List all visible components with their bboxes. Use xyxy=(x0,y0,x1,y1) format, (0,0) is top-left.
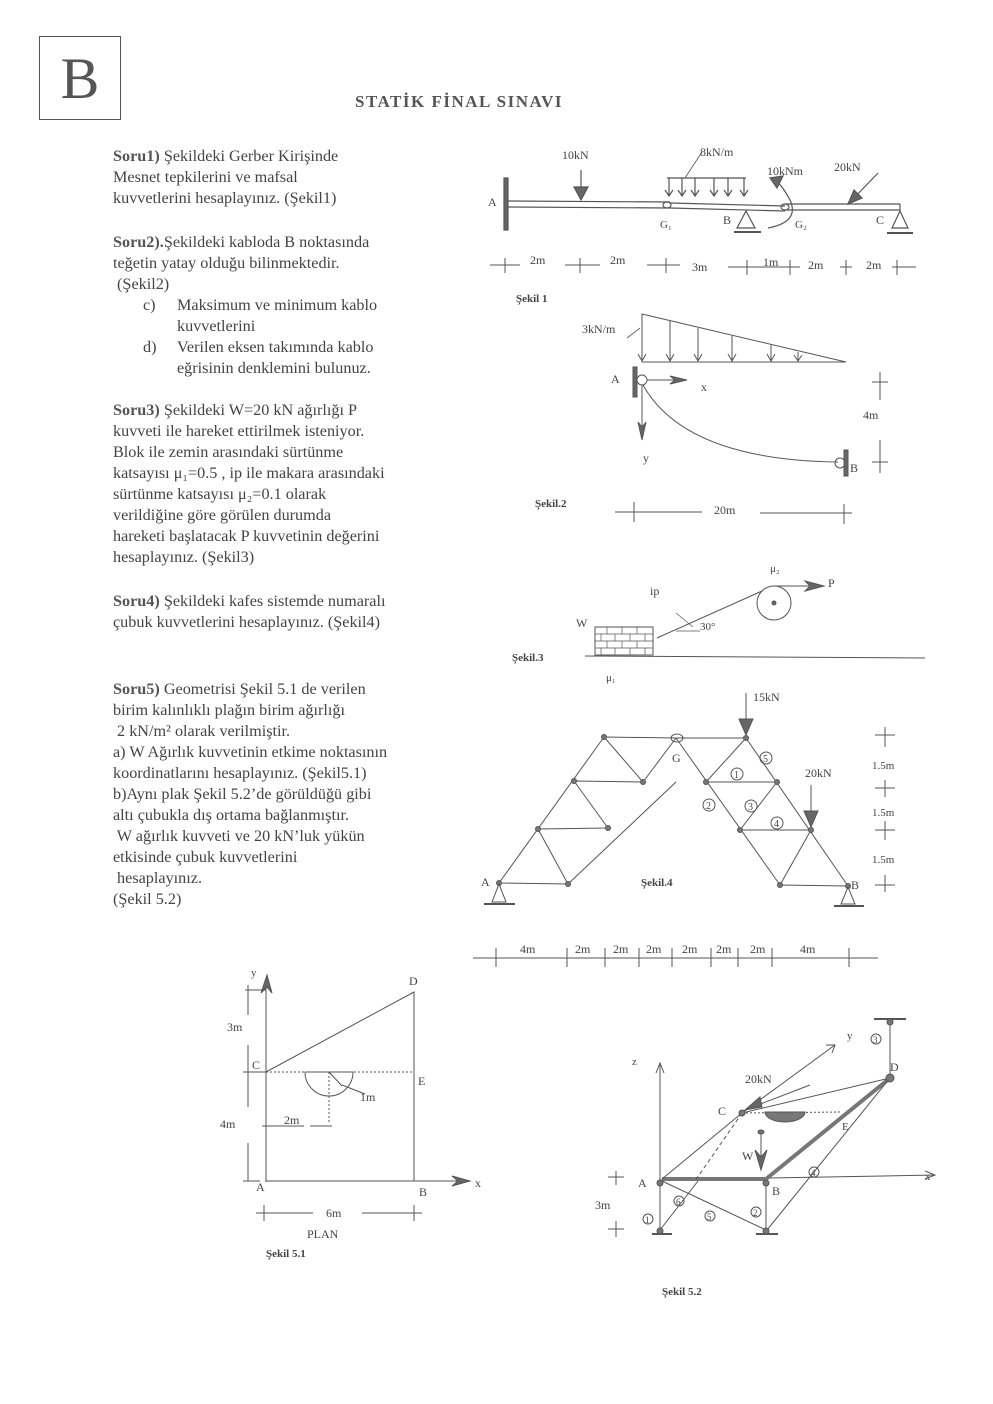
hdim-label: 2m xyxy=(646,942,662,956)
vdim-label: 1.5m xyxy=(872,807,895,819)
figure-stroke xyxy=(886,1074,894,1082)
question-2-line: (Şekil2) xyxy=(113,275,170,293)
edge-ac xyxy=(662,1113,742,1179)
label-w: W xyxy=(576,616,588,630)
exam-group-box: B xyxy=(39,36,121,120)
axis-label-y: y xyxy=(251,967,257,979)
block-bricks xyxy=(595,627,653,655)
hinge-g1 xyxy=(663,202,671,208)
wall-b xyxy=(844,450,848,476)
question-3-line: Şekildeki W=20 kN ağırlığı P xyxy=(163,401,358,419)
figure-stroke xyxy=(809,828,814,833)
question-3 xyxy=(113,400,453,568)
question-3-line: kuvveti ile hareket ettirilmek isteniyor. xyxy=(113,422,365,440)
label-ip: ip xyxy=(650,584,660,598)
label-a: A xyxy=(611,372,620,386)
dim-label-bottom: 4m xyxy=(220,1117,236,1131)
bar-4 xyxy=(767,1078,890,1230)
label-b: B xyxy=(723,213,732,227)
figure-stroke xyxy=(745,1097,762,1110)
question-3-label: Soru3) xyxy=(113,401,160,419)
figure-stroke xyxy=(602,735,607,740)
label-b: B xyxy=(850,461,859,475)
figure-stroke xyxy=(638,314,646,361)
figure-stroke xyxy=(738,828,743,833)
semicircle-hole xyxy=(765,1112,805,1122)
figure-stroke xyxy=(329,1072,342,1086)
axis-label-x: x xyxy=(925,1171,931,1183)
figure-stroke xyxy=(606,826,611,831)
height-dimension xyxy=(872,372,888,473)
load-label-20kn: 20kN xyxy=(805,766,832,780)
hdim-label: 2m xyxy=(682,942,698,956)
question-2 xyxy=(113,232,453,379)
axis-label-y: y xyxy=(847,1030,853,1042)
figure-stroke xyxy=(744,736,749,741)
figure-stroke xyxy=(767,345,775,361)
label-c: C xyxy=(718,1104,727,1118)
figure-stroke xyxy=(739,1110,745,1116)
dim-label-top: 3m xyxy=(227,1020,243,1034)
beam-segment-1 xyxy=(508,201,670,208)
question-1-line: Şekildeki Gerber Kirişinde xyxy=(163,147,339,165)
figure-stroke xyxy=(574,187,588,200)
label-g: G xyxy=(672,751,681,765)
figure-3-block-pulley xyxy=(500,550,950,690)
label-a: A xyxy=(638,1176,647,1190)
question-3-line: Blok ile zemin arasındaki sürtünme xyxy=(113,443,344,461)
member-label: 6 xyxy=(676,1197,681,1207)
figure-stroke xyxy=(608,1019,935,1237)
question-4-line: Şekildeki kafes sistemde numaralı xyxy=(163,592,386,610)
figure-stroke xyxy=(657,1180,663,1186)
label-g2: G₂ xyxy=(795,219,807,231)
question-1-line: Mesnet tepkilerini ve mafsal xyxy=(113,168,298,186)
angle-label: 30° xyxy=(700,621,716,633)
axis-label-y: y xyxy=(643,451,649,465)
member-4-label: 4 xyxy=(774,819,779,830)
member-3-label: 3 xyxy=(748,802,753,813)
axis-label-x: x xyxy=(475,1176,481,1190)
label-mu2: μ₂ xyxy=(770,563,780,575)
figure-2-cable xyxy=(500,300,920,530)
item-text: Verilen eksen takımında kablo eğrisinin denklemini bulunuz. xyxy=(177,338,374,377)
figure-stroke xyxy=(243,975,470,1221)
question-5-line: koordinatlarını hesaplayınız. (Şekil5.1) xyxy=(113,764,367,782)
figure-5-2-caption: Şekil 5.2 xyxy=(662,1286,702,1298)
member-2-label: 2 xyxy=(706,801,711,812)
moment-label: 10kNm xyxy=(767,164,803,178)
fixed-support-a xyxy=(504,178,508,230)
load-label-10kn: 10kN xyxy=(562,148,589,162)
dim-label: 2m xyxy=(610,253,626,267)
label-d: D xyxy=(890,1060,899,1074)
figure-stroke xyxy=(763,1228,769,1234)
vdim-label: 1.5m xyxy=(872,854,895,866)
figure-stroke xyxy=(665,178,673,196)
hdim-label: 2m xyxy=(716,942,732,956)
hdim-label: 4m xyxy=(520,942,536,956)
dim-label-offset: 2m xyxy=(284,1113,300,1127)
load-label-8knm: 8kN/m xyxy=(700,145,734,159)
item-label: c) xyxy=(143,296,156,314)
dim-label: 2m xyxy=(530,253,546,267)
label-w: W xyxy=(742,1149,754,1163)
question-5 xyxy=(113,679,453,910)
hdim-label: 2m xyxy=(613,942,629,956)
truss-left xyxy=(499,737,676,884)
label-mu1: μ₁ xyxy=(606,672,616,684)
load-label-15kn: 15kN xyxy=(753,690,780,704)
member-label: 3 xyxy=(873,1035,878,1045)
figure-stroke xyxy=(763,1180,769,1186)
question-2-line: teğetin yatay olduğu bilinmektedir. xyxy=(113,254,340,272)
wall-a xyxy=(633,367,637,397)
figure-stroke xyxy=(484,693,895,906)
label-b: B xyxy=(851,878,860,892)
figure-3-caption: Şekil.3 xyxy=(512,652,544,664)
figure-stroke xyxy=(778,883,783,888)
member-label: 2 xyxy=(753,1208,758,1218)
beam-segment-2 xyxy=(670,203,785,211)
triangular-load xyxy=(642,314,846,362)
figure-stroke xyxy=(678,178,686,196)
question-2-label: Soru2). xyxy=(113,233,164,251)
question-5-line: etkisinde çubuk kuvvetlerini xyxy=(113,848,298,866)
figure-stroke xyxy=(710,178,718,196)
figure-5-1-caption: Şekil 5.1 xyxy=(266,1248,306,1260)
item-label: d) xyxy=(143,338,157,356)
label-a: A xyxy=(481,875,490,889)
exam-title: STATİK FİNAL SINAVI xyxy=(355,92,564,111)
support-a xyxy=(637,375,647,385)
figure-stroke xyxy=(728,336,736,361)
question-5-line: birim kalınlıklı plağın birim ağırlığı xyxy=(113,701,345,719)
label-b: B xyxy=(419,1185,428,1199)
figure-1-caption: Şekil 1 xyxy=(516,293,548,305)
load-label-20kn: 20kN xyxy=(745,1072,772,1086)
label-c: C xyxy=(876,213,885,227)
member-label: 4 xyxy=(811,1168,816,1178)
plate-outline xyxy=(266,992,414,1181)
question-2-item-c xyxy=(143,295,453,337)
label-a: A xyxy=(488,195,497,209)
question-1 xyxy=(113,146,453,209)
question-3-line: hesaplayınız. (Şekil3) xyxy=(113,548,255,566)
figure-stroke xyxy=(691,178,699,196)
label-e: E xyxy=(418,1074,426,1088)
question-5-line: b)Aynı plak Şekil 5.2’de görüldüğü gibi xyxy=(113,785,372,803)
triangular-load-arrows xyxy=(638,314,802,361)
pin-support-b xyxy=(737,211,755,228)
height-label: 4m xyxy=(863,408,879,422)
figure-stroke xyxy=(641,780,646,785)
label-b: B xyxy=(772,1184,781,1198)
question-5-line: 2 kN/m² olarak verilmiştir. xyxy=(113,722,291,740)
figure-stroke xyxy=(566,882,571,887)
question-4-label: Soru4) xyxy=(113,592,160,610)
dim-label-radius: 1m xyxy=(360,1090,376,1104)
hdim-label: 2m xyxy=(750,942,766,956)
figure-stroke xyxy=(657,1019,894,1234)
label-g1: G₁ xyxy=(660,219,672,231)
figure-stroke xyxy=(694,328,702,361)
label-d: D xyxy=(409,974,418,988)
question-5-line: hesaplayınız. xyxy=(113,869,202,887)
figure-stroke xyxy=(772,601,776,605)
height-label: 3m xyxy=(595,1198,611,1212)
label-e: E xyxy=(842,1121,849,1133)
figure-stroke xyxy=(724,178,732,196)
figure-5-1-plate-plan xyxy=(200,955,500,1275)
question-5-line: altı çubukla dış ortama bağlanmıştır. xyxy=(113,806,350,824)
question-5-line: (Şekil 5.2) xyxy=(113,890,182,908)
question-4-line: çubuk kuvvetlerini hesaplayınız. (Şekil4) xyxy=(113,613,381,631)
figure-stroke xyxy=(572,779,577,784)
figure-stroke xyxy=(887,1019,893,1025)
question-3-line: verildiğine göre görülen durumda xyxy=(113,506,332,524)
dim-label: 2m xyxy=(808,258,824,272)
question-3-line: sürtünme katsayısı μ₂=0.1 olarak xyxy=(113,485,327,503)
item-text: Maksimum ve minimum kablo kuvvetlerini xyxy=(177,296,378,335)
figure-stroke xyxy=(627,328,640,338)
question-1-label: Soru1) xyxy=(113,147,160,165)
dim-label: 2m xyxy=(866,258,882,272)
beam-segment-3 xyxy=(785,204,900,210)
load-label-20kn: 20kN xyxy=(834,160,861,174)
question-1-line: kuvvetlerini hesaplayınız. (Şekil1) xyxy=(113,189,337,207)
member-label: 5 xyxy=(707,1212,712,1222)
dim-label-width: 6m xyxy=(326,1206,342,1220)
question-4 xyxy=(113,591,453,633)
vdim-label: 1.5m xyxy=(872,760,895,772)
truss-right xyxy=(676,738,848,886)
dim-label: 1m xyxy=(763,255,779,269)
figure-4-truss xyxy=(470,685,920,985)
axis-label-z: z xyxy=(632,1056,637,1068)
ground-line xyxy=(585,656,925,658)
question-3-line: hareketi başlatacak P kuvvetinin değerini xyxy=(113,527,380,545)
label-c: C xyxy=(252,1058,261,1072)
hdim-label: 2m xyxy=(575,942,591,956)
member-5-label: 5 xyxy=(763,754,768,765)
figure-stroke xyxy=(775,780,780,785)
figure-stroke xyxy=(615,314,888,524)
distributed-load-arrows xyxy=(665,178,748,196)
support-a xyxy=(492,884,506,902)
question-5-line: a) W Ağırlık kuvvetinin etkime noktasının xyxy=(113,743,388,761)
member-1-label: 1 xyxy=(734,770,739,781)
figure-stroke xyxy=(794,352,802,361)
hinge-g2 xyxy=(781,204,789,210)
figure-2-caption: Şekil.2 xyxy=(535,498,567,510)
figure-stroke xyxy=(536,827,541,832)
figure-stroke xyxy=(585,581,925,658)
figure-stroke xyxy=(740,178,748,196)
plan-label: PLAN xyxy=(307,1227,339,1241)
figure-stroke xyxy=(758,1130,764,1134)
question-2-item-d xyxy=(143,337,453,379)
question-5-line: Geometrisi Şekil 5.1 de verilen xyxy=(163,680,366,698)
span-label: 20m xyxy=(714,503,736,517)
pin-support-c xyxy=(892,211,908,228)
load-label: 3kN/m xyxy=(582,322,616,336)
figure-stroke xyxy=(704,780,709,785)
cable-curve xyxy=(643,385,838,462)
axis-label-x: x xyxy=(701,380,707,394)
question-5-line: W ağırlık kuvveti ve 20 kN’luk yükün xyxy=(113,827,365,845)
hdim-label: 4m xyxy=(800,942,816,956)
label-a: A xyxy=(256,1180,265,1194)
question-3-line: katsayısı μ₁=0.5 , ip ile makara arasındaki xyxy=(113,464,385,482)
dim-label: 3m xyxy=(692,260,708,274)
figure-4-caption: Şekil.4 xyxy=(641,877,673,889)
question-5-label: Soru5) xyxy=(113,680,160,698)
figure-stroke xyxy=(657,1228,663,1234)
left-dimensions xyxy=(243,985,266,1181)
question-2-line: Şekildeki kabloda B noktasında xyxy=(163,233,370,251)
figure-stroke xyxy=(676,613,693,627)
figure-1-gerber-beam xyxy=(470,140,940,310)
figure-stroke xyxy=(739,719,753,735)
label-p: P xyxy=(828,576,835,590)
figure-stroke xyxy=(666,321,674,361)
figure-stroke xyxy=(695,1113,742,1181)
member-label: 1 xyxy=(645,1215,650,1225)
figure-5-2-space-plate xyxy=(580,1005,950,1305)
